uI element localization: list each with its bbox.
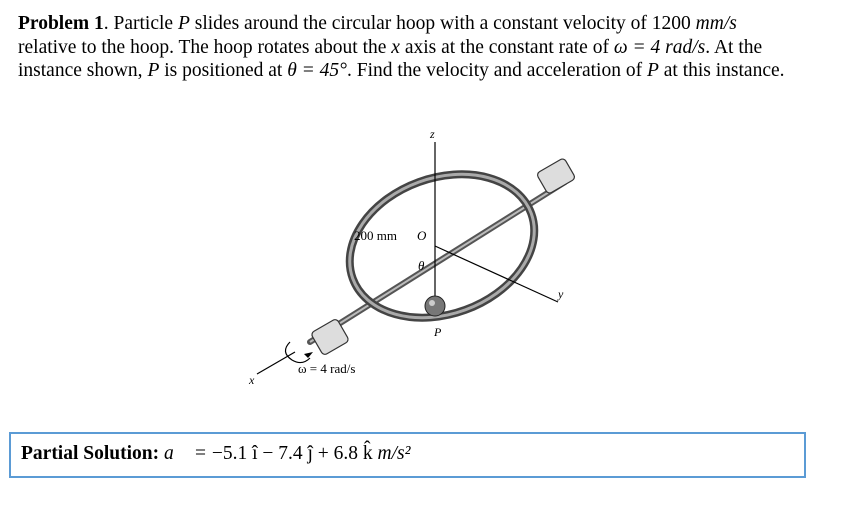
rotation-arrow — [285, 342, 310, 363]
hoop-diagram — [180, 112, 600, 402]
partial-solution-box — [9, 432, 806, 478]
velocity-unit: mm/s — [695, 13, 737, 34]
partial-solution-text — [21, 443, 410, 465]
problem-text: at this instance. — [658, 60, 785, 81]
axis-symbol: x — [391, 36, 400, 58]
problem-text: axis at the constant rate of — [399, 36, 614, 58]
problem-text: . At the — [705, 36, 763, 58]
particle-p — [425, 296, 445, 316]
omega-expression: ω = 4 — [613, 36, 666, 58]
right-bearing — [536, 158, 576, 195]
problem-label: Problem 1 — [18, 13, 104, 34]
label-origin: O — [417, 228, 427, 243]
rate-unit: rad/s — [665, 36, 706, 58]
label-p: P — [434, 325, 442, 339]
particle-symbol: P — [147, 60, 160, 81]
acceleration-value: −5.1 î − 7.4 ĵ + 6.8 k̂ — [211, 443, 378, 464]
label-omega: ω = 4 rad/s — [298, 361, 356, 376]
particle-symbol: P — [177, 13, 190, 34]
particle-shine — [429, 300, 435, 306]
acceleration-symbol: a⃗ = — [164, 443, 212, 464]
x-axis-line — [257, 352, 295, 374]
rotation-arrowhead — [304, 352, 313, 358]
label-radius: 200 mm — [354, 228, 397, 243]
label-y: y — [558, 287, 564, 301]
label-x: x — [249, 373, 255, 387]
problem-text: . Particle — [103, 13, 178, 34]
particle-symbol: P — [646, 60, 659, 81]
problem-statement — [18, 12, 833, 83]
acceleration-unit: m/s² — [377, 443, 411, 464]
label-theta: θ — [418, 258, 425, 273]
theta-expression: θ = 45° — [287, 60, 347, 81]
problem-text: relative to the hoop. The hoop rotates about the — [18, 36, 392, 58]
problem-text: is positioned at — [159, 60, 288, 81]
solution-label: Partial Solution: — [21, 443, 160, 464]
problem-text: instance shown, — [18, 60, 148, 81]
label-z: z — [430, 127, 435, 141]
problem-text: . Find the velocity and acceleration of — [346, 60, 647, 81]
problem-text: slides around the circular hoop with a constant velocity of 1200 — [189, 13, 696, 34]
hoop-figure — [180, 112, 600, 402]
